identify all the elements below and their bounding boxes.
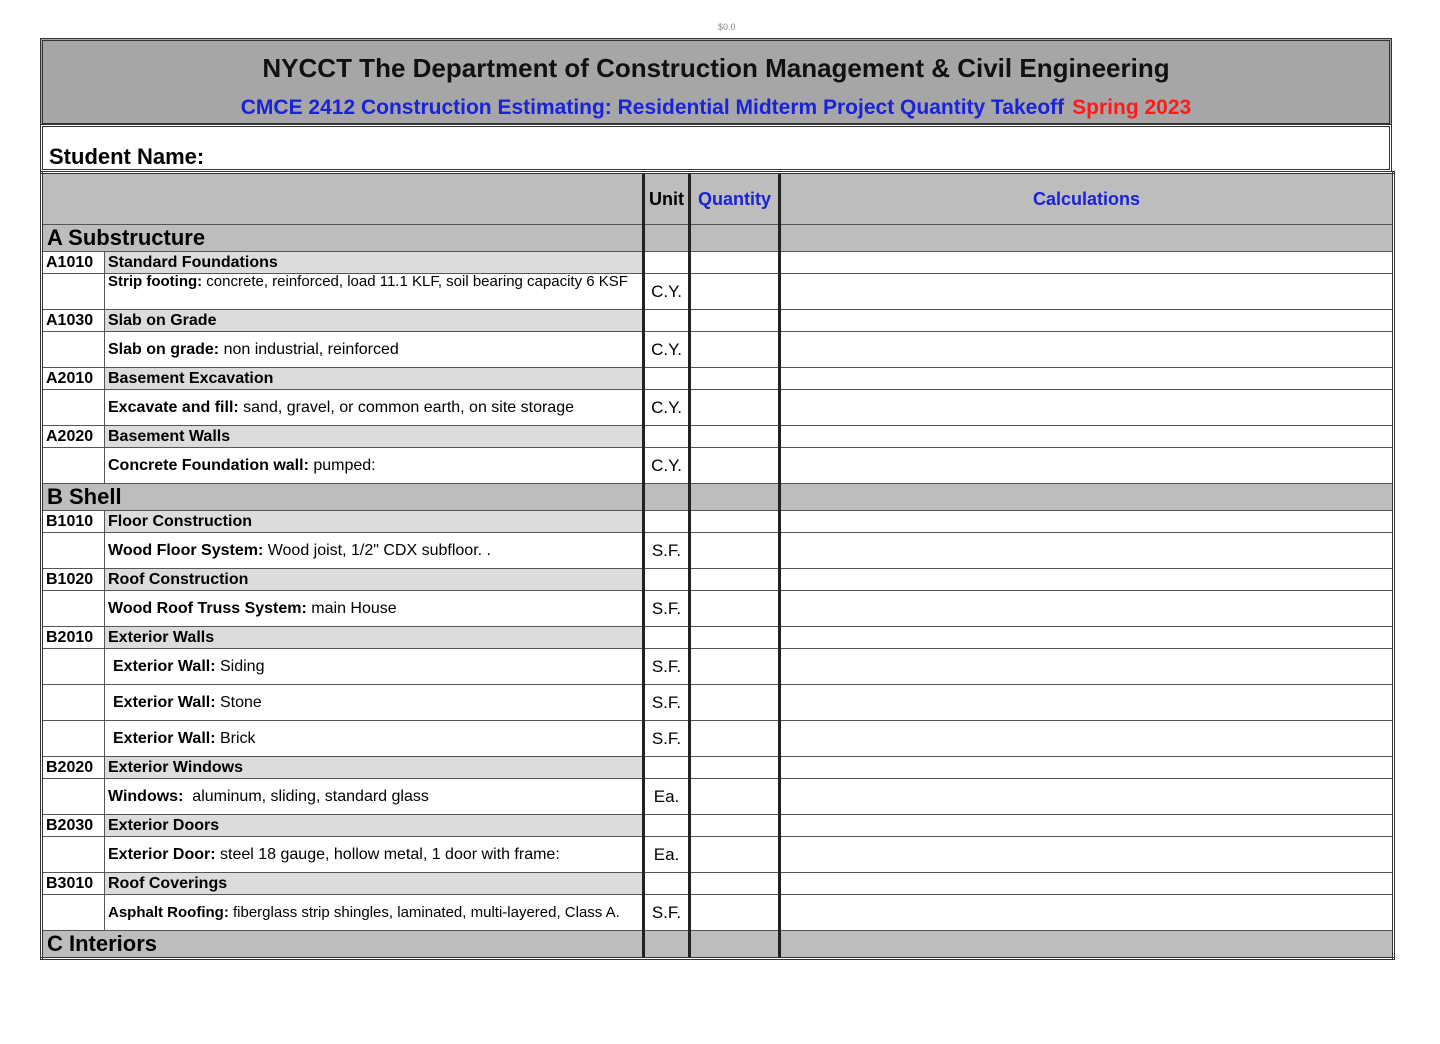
section-title: C Interiors (42, 931, 644, 959)
quantity-cell[interactable] (690, 591, 780, 627)
unit-cell (644, 815, 690, 837)
column-header-row (42, 173, 1394, 225)
subsection-title: Exterior Windows (105, 757, 644, 779)
unit-cell (644, 873, 690, 895)
quantity-cell[interactable] (690, 931, 780, 959)
unit-cell: Ea. (644, 837, 690, 873)
item-label: Excavate and fill: (108, 398, 239, 416)
item-label: Windows: (108, 787, 184, 805)
calculations-cell[interactable] (780, 779, 1394, 815)
quantity-cell[interactable] (690, 426, 780, 448)
item-detail: Siding (215, 657, 265, 675)
unit-cell (644, 252, 690, 274)
item-description (105, 779, 644, 815)
subsection-title: Basement Walls (105, 426, 644, 448)
line-item-row (42, 721, 1394, 757)
item-label: Exterior Wall: (113, 657, 216, 675)
calculations-cell[interactable] (780, 815, 1394, 837)
calculations-cell[interactable] (780, 274, 1394, 310)
item-label: Wood Roof Truss System: (108, 599, 307, 617)
line-item-row (42, 332, 1394, 368)
code-cell (42, 390, 105, 426)
calculations-cell[interactable] (780, 511, 1394, 533)
column-header-unit: Unit (644, 173, 690, 225)
code-cell (42, 274, 105, 310)
subsection-row (42, 426, 1394, 448)
unit-cell: S.F. (644, 591, 690, 627)
calculations-cell[interactable] (780, 685, 1394, 721)
item-detail: concrete, reinforced, load 11.1 KLF, soil bearing capacity 6 KSF (202, 273, 628, 290)
calculations-cell[interactable] (780, 484, 1394, 511)
unit-cell: C.Y. (644, 332, 690, 368)
section-row-b (42, 484, 1394, 511)
line-item-row (42, 649, 1394, 685)
unit-cell: C.Y. (644, 448, 690, 484)
quantity-cell[interactable] (690, 685, 780, 721)
subsection-title: Standard Foundations (105, 252, 644, 274)
code-cell (42, 685, 105, 721)
calculations-cell[interactable] (780, 390, 1394, 426)
quantity-cell[interactable] (690, 569, 780, 591)
subsection-row (42, 252, 1394, 274)
item-description (105, 591, 644, 627)
unit-cell: S.F. (644, 721, 690, 757)
column-header-blank (42, 173, 644, 225)
calculations-cell[interactable] (780, 569, 1394, 591)
item-detail: steel 18 gauge, hollow metal, 1 door with frame: (215, 845, 560, 863)
quantity-cell[interactable] (690, 511, 780, 533)
item-detail: Brick (215, 729, 256, 747)
item-code: B3010 (42, 873, 105, 895)
item-label: Strip footing: (108, 273, 203, 290)
quantity-cell[interactable] (690, 815, 780, 837)
item-detail: sand, gravel, or common earth, on site storage (238, 398, 574, 416)
item-description (105, 448, 644, 484)
calculations-cell[interactable] (780, 895, 1394, 931)
item-code: A2010 (42, 368, 105, 390)
calculations-cell[interactable] (780, 225, 1394, 252)
calculations-cell[interactable] (780, 873, 1394, 895)
line-item-row (42, 274, 1394, 310)
item-description (105, 533, 644, 569)
item-code: B1010 (42, 511, 105, 533)
quantity-cell[interactable] (690, 332, 780, 368)
calculations-cell[interactable] (780, 591, 1394, 627)
code-cell (42, 721, 105, 757)
quantity-cell[interactable] (690, 721, 780, 757)
calculations-cell[interactable] (780, 310, 1394, 332)
subsection-title: Exterior Doors (105, 815, 644, 837)
quantity-cell[interactable] (690, 368, 780, 390)
item-label: Concrete Foundation wall: (108, 456, 309, 474)
section-row-a (42, 225, 1394, 252)
item-description (105, 721, 644, 757)
quantity-cell[interactable] (690, 757, 780, 779)
item-label: Exterior Wall: (113, 729, 216, 747)
unit-cell: S.F. (644, 649, 690, 685)
item-label: Exterior Door: (108, 845, 216, 863)
quantity-cell[interactable] (690, 873, 780, 895)
item-code: B1020 (42, 569, 105, 591)
section-title: B Shell (42, 484, 644, 511)
subsection-title: Basement Excavation (105, 368, 644, 390)
item-description (105, 837, 644, 873)
course-title: CMCE 2412 Construction Estimating: Residential Midterm Project Quantity Takeoff (240, 96, 1065, 119)
item-code: B2020 (42, 757, 105, 779)
subsection-row (42, 815, 1394, 837)
quantity-cell[interactable] (690, 895, 780, 931)
quantity-cell[interactable] (690, 649, 780, 685)
line-item-row (42, 448, 1394, 484)
subsection-row (42, 569, 1394, 591)
line-item-row (42, 533, 1394, 569)
calculations-cell[interactable] (780, 649, 1394, 685)
code-cell (42, 533, 105, 569)
unit-cell: S.F. (644, 685, 690, 721)
quantity-cell[interactable] (690, 225, 780, 252)
quantity-cell[interactable] (690, 627, 780, 649)
student-name-row (40, 124, 1392, 172)
quantity-cell[interactable] (690, 533, 780, 569)
unit-cell (644, 569, 690, 591)
unit-cell (644, 931, 690, 959)
quantity-cell[interactable] (690, 779, 780, 815)
line-item-row (42, 837, 1394, 873)
item-label: Exterior Wall: (113, 693, 216, 711)
calculations-cell[interactable] (780, 368, 1394, 390)
unit-cell (644, 310, 690, 332)
item-detail: pumped: (308, 456, 376, 474)
unit-cell (644, 757, 690, 779)
subsection-row (42, 368, 1394, 390)
page-subtitle (43, 96, 1389, 120)
calculations-cell[interactable] (780, 837, 1394, 873)
item-description (105, 332, 644, 368)
unit-cell: C.Y. (644, 274, 690, 310)
calculations-cell[interactable] (780, 533, 1394, 569)
unit-cell: S.F. (644, 895, 690, 931)
item-description (105, 685, 644, 721)
item-label: Wood Floor System: (108, 541, 264, 559)
line-item-row (42, 895, 1394, 931)
code-cell (42, 332, 105, 368)
sheet-header (40, 38, 1392, 126)
line-item-row (42, 779, 1394, 815)
unit-cell (644, 484, 690, 511)
column-header-calculations: Calculations (780, 173, 1394, 225)
term-label: Spring 2023 (1072, 96, 1192, 119)
subsection-title: Roof Coverings (105, 873, 644, 895)
subsection-row (42, 310, 1394, 332)
item-label: Slab on grade: (108, 340, 220, 358)
subsection-title: Roof Construction (105, 569, 644, 591)
subsection-row (42, 511, 1394, 533)
calculations-cell[interactable] (780, 448, 1394, 484)
calculations-cell[interactable] (780, 426, 1394, 448)
calculations-cell[interactable] (780, 332, 1394, 368)
quantity-cell[interactable] (690, 390, 780, 426)
quantity-cell[interactable] (690, 252, 780, 274)
calculations-cell[interactable] (780, 627, 1394, 649)
page-title: NYCCT The Department of Construction Management & Civil Engineering (262, 53, 1170, 83)
item-detail: fiberglass strip shingles, laminated, multi-layered, Class A. (228, 904, 620, 921)
subsection-title: Exterior Walls (105, 627, 644, 649)
item-detail: Stone (215, 693, 262, 711)
item-code: A1010 (42, 252, 105, 274)
unit-cell: S.F. (644, 533, 690, 569)
calculations-cell[interactable] (780, 252, 1394, 274)
unit-cell: Ea. (644, 779, 690, 815)
item-detail: Wood joist, 1/2" CDX subfloor. . (263, 541, 491, 559)
item-detail: non industrial, reinforced (219, 340, 399, 358)
subsection-row (42, 627, 1394, 649)
quantity-cell[interactable] (690, 310, 780, 332)
subsection-row (42, 873, 1394, 895)
item-code: A2020 (42, 426, 105, 448)
section-row-c (42, 931, 1394, 959)
takeoff-table (40, 171, 1395, 960)
line-item-row (42, 390, 1394, 426)
quantity-cell[interactable] (690, 837, 780, 873)
quantity-cell[interactable] (690, 484, 780, 511)
subsection-title: Floor Construction (105, 511, 644, 533)
code-cell (42, 649, 105, 685)
calculations-cell[interactable] (780, 721, 1394, 757)
unit-cell (644, 511, 690, 533)
unit-cell (644, 225, 690, 252)
subsection-row (42, 757, 1394, 779)
code-cell (42, 448, 105, 484)
subsection-title: Slab on Grade (105, 310, 644, 332)
item-description (105, 649, 644, 685)
line-item-row (42, 591, 1394, 627)
code-cell (42, 779, 105, 815)
item-code: A1030 (42, 310, 105, 332)
calculations-cell[interactable] (780, 757, 1394, 779)
column-header-quantity: Quantity (690, 173, 780, 225)
page-top-mark: $0.0 (718, 22, 736, 32)
section-title: A Substructure (42, 225, 644, 252)
item-code: B2010 (42, 627, 105, 649)
item-description (105, 274, 644, 310)
code-cell (42, 837, 105, 873)
unit-cell: C.Y. (644, 390, 690, 426)
item-code: B2030 (42, 815, 105, 837)
item-label: Asphalt Roofing: (108, 904, 229, 921)
item-description (105, 390, 644, 426)
calculations-cell[interactable] (780, 931, 1394, 959)
item-detail: aluminum, sliding, standard glass (183, 787, 429, 805)
quantity-cell[interactable] (690, 448, 780, 484)
unit-cell (644, 627, 690, 649)
unit-cell (644, 426, 690, 448)
code-cell (42, 591, 105, 627)
item-detail: main House (306, 599, 397, 617)
unit-cell (644, 368, 690, 390)
student-name-label: Student Name: (49, 144, 205, 169)
quantity-cell[interactable] (690, 274, 780, 310)
line-item-row (42, 685, 1394, 721)
code-cell (42, 895, 105, 931)
item-description (105, 895, 644, 931)
